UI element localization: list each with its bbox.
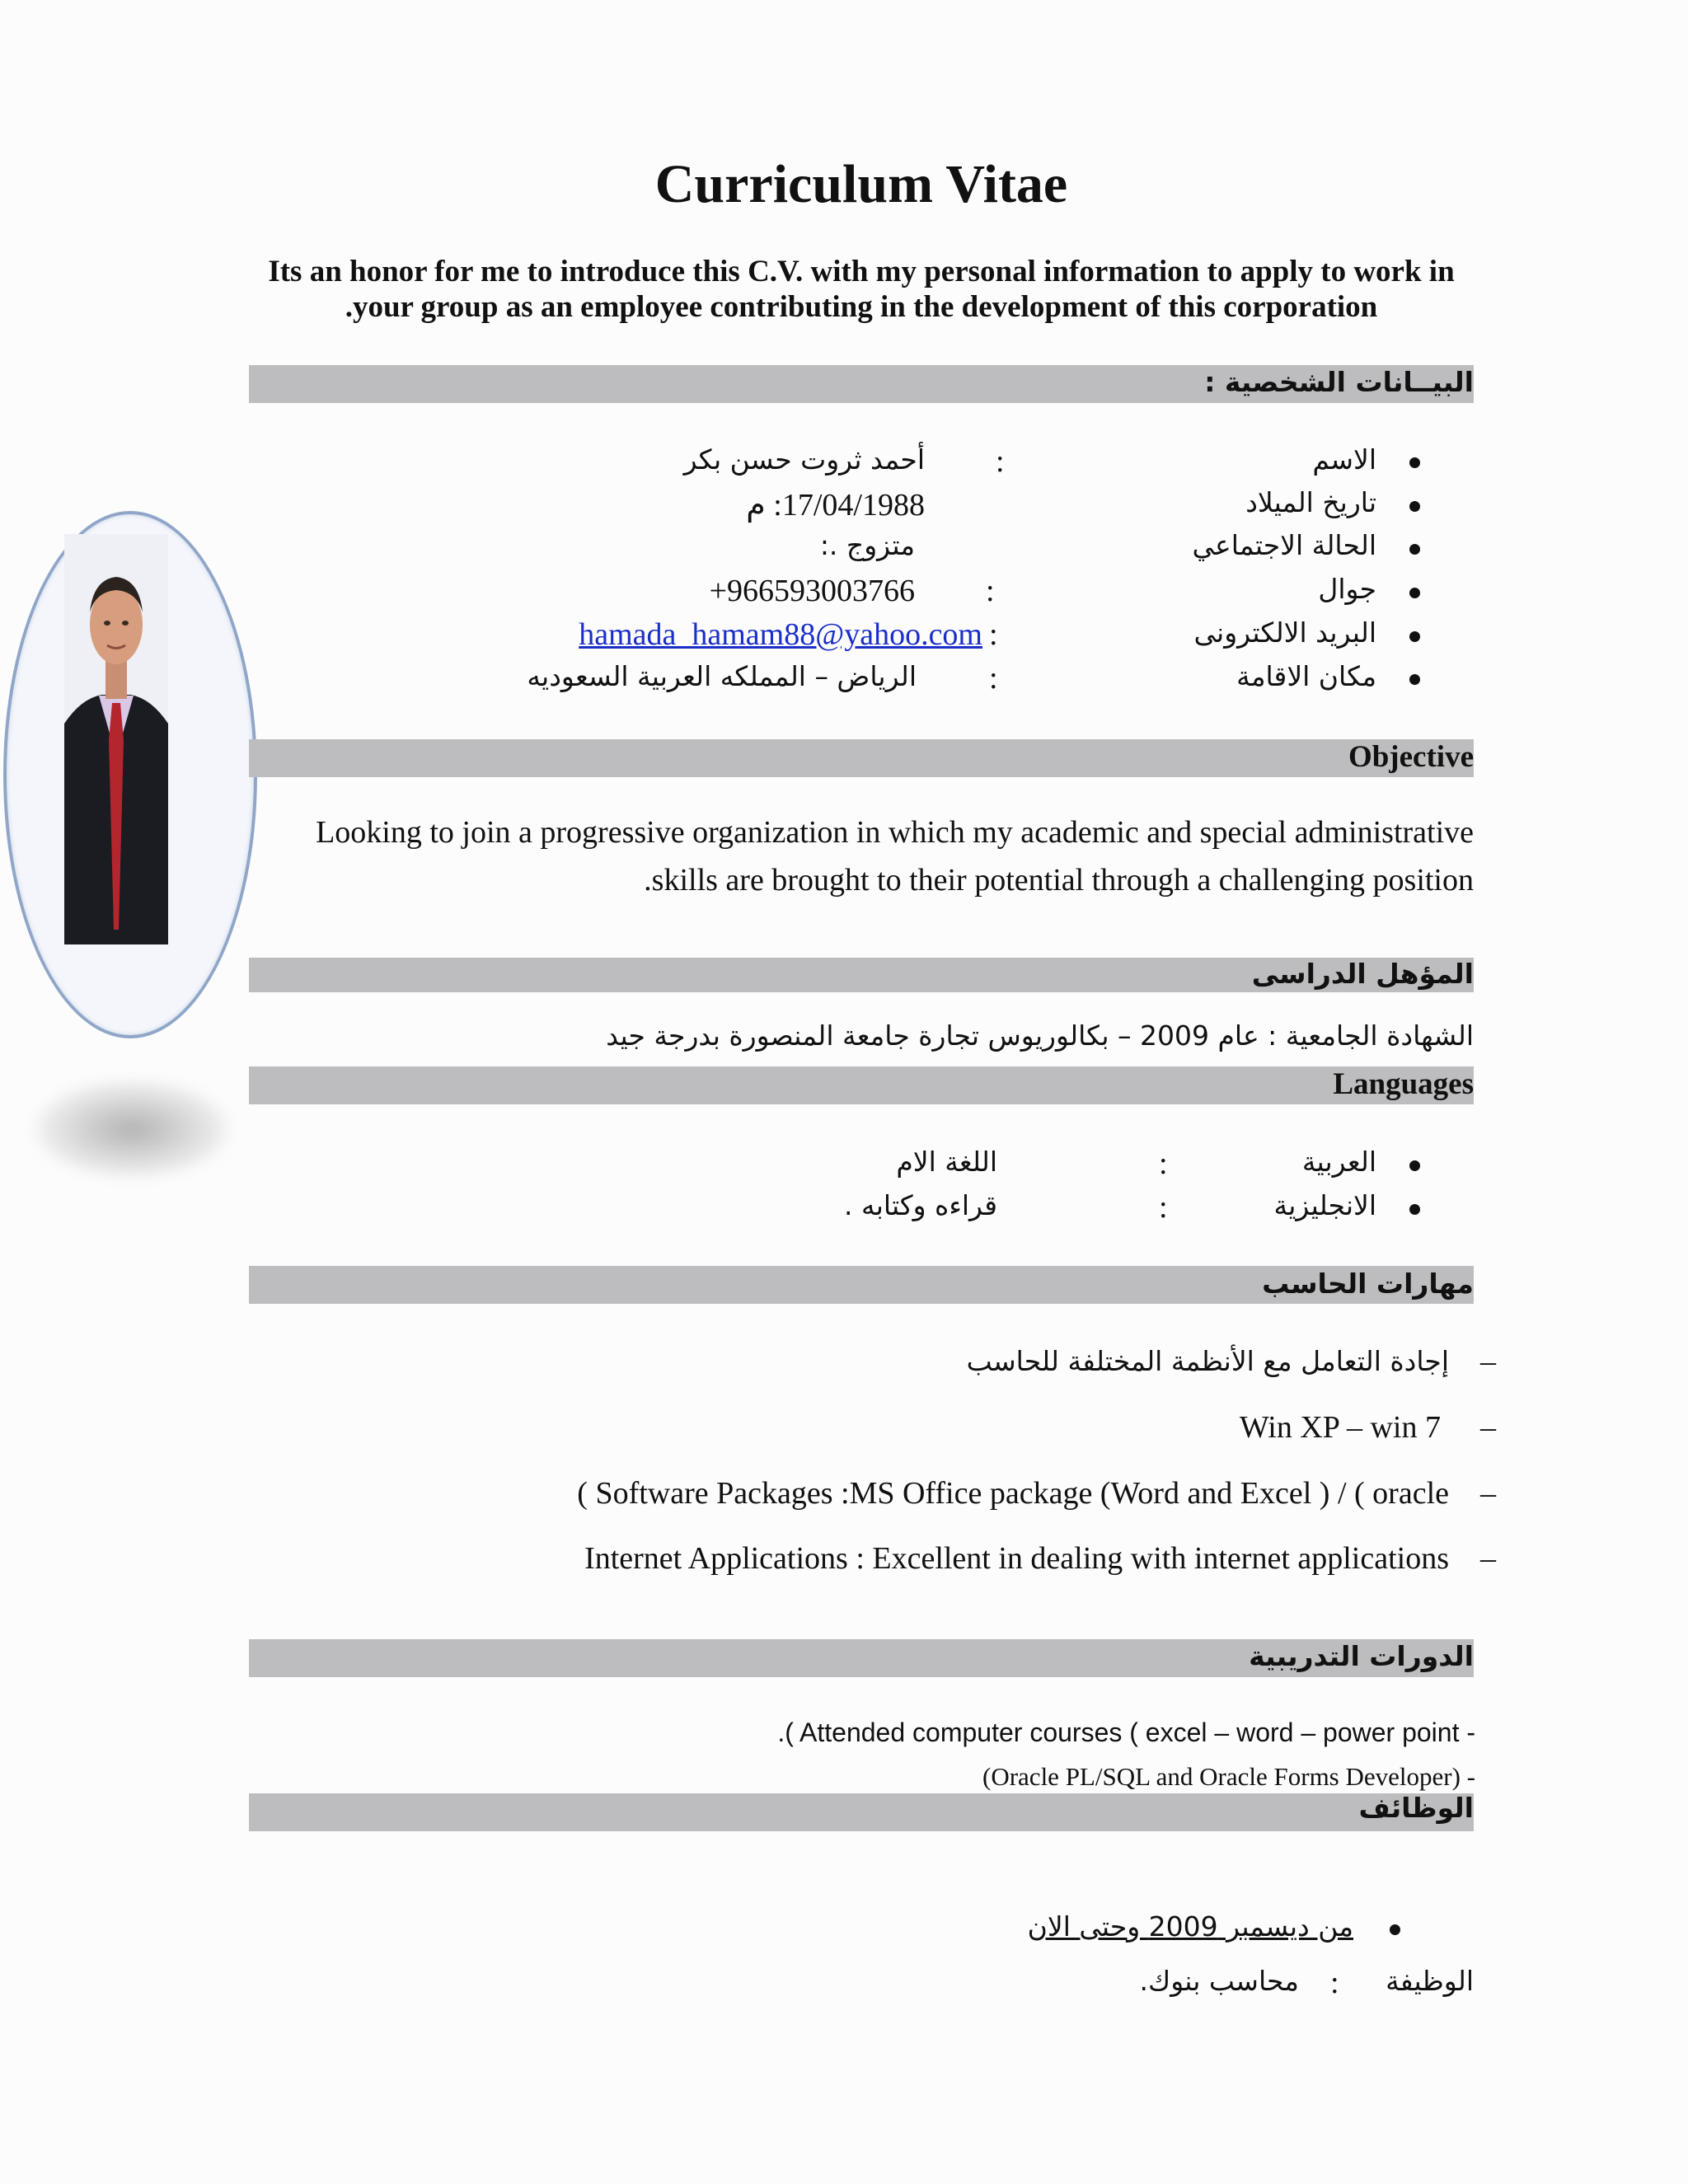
section-bar-languages xyxy=(249,1066,1474,1104)
bullet-icon xyxy=(1409,1160,1420,1171)
label-email: البريد الالكترونى xyxy=(1193,616,1376,649)
label-residence: مكان الاقامة xyxy=(1236,660,1376,692)
dash-marker: – xyxy=(1480,1410,1496,1445)
intro-line-2: .your group as an employee contributing in the development of this corporation xyxy=(345,290,1378,324)
job-title: محاسب بنوك. xyxy=(1139,1965,1299,1997)
objective-line-1: Looking to join a progressive organization in which my academic and special administrative xyxy=(316,815,1474,850)
objective-line-2: .skills are brought to their potential through a challenging position xyxy=(644,863,1474,898)
label-arabic: العربية xyxy=(1301,1146,1376,1178)
page-title: Curriculum Vitae xyxy=(654,154,1068,214)
bullet-icon xyxy=(1409,674,1420,685)
sep-arabic: : xyxy=(1159,1146,1168,1181)
value-english: قراءه وكتابه . xyxy=(844,1189,997,1221)
bullet-icon xyxy=(1390,1924,1400,1935)
intro-line-1: Its an honor for me to introduce this C.V. with my personal information to apply to work in xyxy=(268,255,1455,288)
photo-shadow xyxy=(33,1080,231,1179)
bullet-icon xyxy=(1409,457,1420,468)
skill-item: Win XP – win 7 xyxy=(1239,1410,1441,1445)
label-mobile: جوال xyxy=(1318,573,1376,605)
value-arabic: اللغة الام xyxy=(896,1146,997,1178)
job-label: الوظيفة xyxy=(1386,1965,1474,1997)
course-item: (Oracle PL/SQL and Oracle Forms Developer) - xyxy=(982,1762,1475,1791)
section-bar-jobs xyxy=(249,1793,1474,1831)
section-title-personal: البيــانات الشخصية : xyxy=(1204,366,1474,398)
value-residence: الرياض – المملكه العربية السعوديه xyxy=(527,660,917,692)
sep-english: : xyxy=(1159,1190,1168,1225)
person-illustration xyxy=(64,534,168,944)
sep-mobile: : xyxy=(986,574,995,608)
email-link[interactable]: hamada_hamam88@yahoo.com xyxy=(579,617,982,652)
intro-text xyxy=(247,254,1475,325)
education-text: الشهادة الجامعية : عام 2009 – بكالوريوس تجارة جامعة المنصورة بدرجة جيد xyxy=(606,1019,1474,1052)
bullet-icon xyxy=(1409,631,1420,642)
section-title-jobs: الوظائف xyxy=(1358,1792,1474,1824)
value-name: أحمد ثروت حسن بكر xyxy=(683,443,925,476)
dash-marker: – xyxy=(1480,1541,1496,1576)
skill-item: ( Software Packages :MS Office package (Word and Excel ) / ( oracle xyxy=(577,1476,1449,1511)
section-title-education: المؤهل الدراسى xyxy=(1251,958,1474,990)
job-sep: : xyxy=(1330,1966,1339,2000)
skill-item: إجادة التعامل مع الأنظمة المختلفة للحاسب xyxy=(966,1345,1449,1377)
bullet-icon xyxy=(1409,544,1420,555)
value-marital: متزوج .: xyxy=(819,529,915,561)
course-item: .( Attended computer courses ( excel – word – power point - xyxy=(777,1718,1475,1747)
sep-email: : xyxy=(989,617,998,652)
section-title-objective: Objective xyxy=(1348,740,1474,774)
section-bar-objective xyxy=(249,739,1474,777)
sep-name: : xyxy=(996,444,1005,479)
section-title-courses: الدورات التدريبية xyxy=(1249,1640,1474,1672)
section-title-computer: مهارات الحاسب xyxy=(1262,1268,1474,1300)
sep-residence: : xyxy=(989,661,998,696)
label-marital: الحالة الاجتماعي xyxy=(1192,529,1376,561)
skill-item: Internet Applications : Excellent in dealing with internet applications xyxy=(584,1541,1449,1576)
section-title-languages: Languages xyxy=(1333,1067,1474,1101)
label-birthdate: تاريخ الميلاد xyxy=(1245,486,1376,518)
profile-photo xyxy=(64,534,168,944)
bullet-icon xyxy=(1409,501,1420,512)
value-mobile: 966593003766+ xyxy=(709,574,915,608)
label-name: الاسم xyxy=(1312,443,1376,476)
dash-marker: – xyxy=(1480,1344,1496,1379)
bullet-icon xyxy=(1409,588,1420,598)
dash-marker: – xyxy=(1480,1476,1496,1511)
label-english: الانجليزية xyxy=(1273,1189,1376,1221)
bullet-icon xyxy=(1409,1204,1420,1215)
value-birthdate: 17/04/1988: م xyxy=(746,488,925,523)
job-period: من ديسمبر 2009 وحتى الان xyxy=(1027,1910,1353,1943)
